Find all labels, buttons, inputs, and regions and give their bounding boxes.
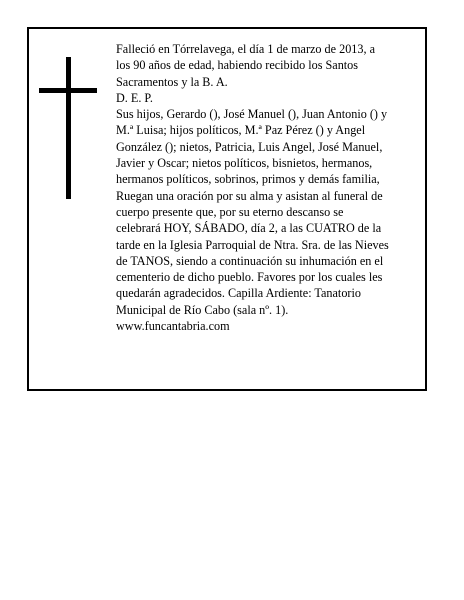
text-line: Javier y Oscar; nietos políticos, bisnietos, hermanos, [116,156,373,171]
text-line: cementerio de dicho pueblo. Favores por los cuales les [116,270,383,285]
text-line: de TANOS, siendo a continuación su inhumación en el [116,253,384,268]
text-line: hermanos políticos, sobrinos, primos y demás familia, [116,172,380,187]
cross-icon [39,57,97,199]
text-line: González (); nietos, Patricia, Luis Angel, José Manuel, [116,139,383,154]
cross-horizontal-bar [39,88,97,93]
text-line: M.ª Luisa; hijos políticos, M.ª Paz Pérez () y Angel [116,123,366,138]
text-line: Sacramentos y la B. A. [116,74,228,89]
text-line: quedarán agradecidos. Capilla Ardiente: Tanatorio [116,286,361,301]
text-line: Falleció en Tórrelavega, el día 1 de marzo de 2013, a [116,42,375,56]
website-text: www.funcantabria.com [116,319,230,334]
text-line: Municipal de Río Cabo (sala nº. 1). [116,302,289,317]
text-line: celebrará HOY, SÁBADO, día 2, a las CUATRO de la [116,221,382,236]
text-line: Ruegan una oración por su alma y asistan al funeral de [116,188,383,203]
dep-line: D. E. P. [116,90,153,105]
text-line: los 90 años de edad, habiendo recibido los Santos [116,58,359,73]
text-line: cuerpo presente que, por su eterno descanso se [116,204,344,219]
cross-vertical-bar [66,57,71,199]
obituary-text [116,41,422,334]
obituary-notice [27,27,427,391]
text-line: Sus hijos, Gerardo (), José Manuel (), Juan Antonio () y [116,107,388,122]
text-line: tarde en la Iglesia Parroquial de Ntra. Sra. de las Nieves [116,237,389,252]
